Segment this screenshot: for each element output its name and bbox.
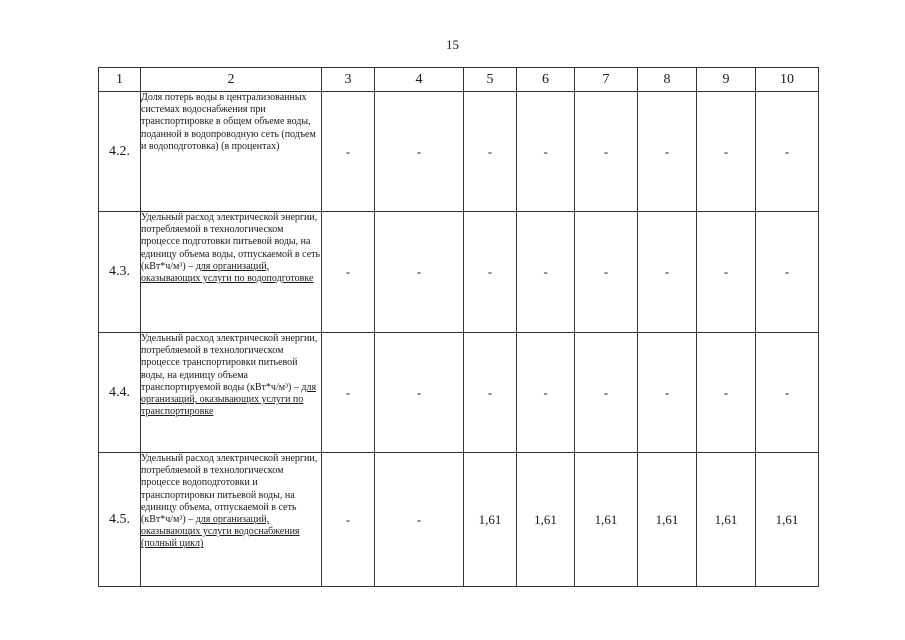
description-text: Удельный расход электрической энергии, потребляемой в технологическом процессе транспортировки питьевой воды, на единицу объема транспортируемой воды (кВт*ч/м³) –	[141, 333, 318, 393]
row-description	[141, 212, 322, 333]
value-cell: -	[575, 212, 638, 333]
value-cell: 1,61	[464, 453, 517, 587]
indicators-table	[98, 67, 819, 587]
table-row	[99, 333, 819, 453]
row-number: 4.2.	[99, 92, 141, 212]
value-cell: -	[575, 333, 638, 453]
row-number: 4.5.	[99, 453, 141, 587]
row-description	[141, 92, 322, 212]
value-cell: 1,61	[517, 453, 575, 587]
description-text: Удельный расход электрической энергии, потребляемой в технологическом процессе подготовки питьевой воды, на единицу объема воды, отпускаемой в сеть (кВт*ч/м³) –	[141, 212, 321, 272]
column-header-8: 8	[638, 68, 697, 92]
column-header-7: 7	[575, 68, 638, 92]
value-cell: -	[697, 92, 756, 212]
description-underlined: для организаций, оказывающих услуги по транспортировке	[141, 381, 317, 418]
description-text: Доля потерь воды в централизованных системах водоснабжения при транспортировке в общем объеме воды, поданной в водопроводную сеть (подъем и водоподготовка) (в процентах)	[141, 92, 316, 152]
value-cell: -	[375, 92, 464, 212]
value-cell: -	[756, 92, 819, 212]
value-cell: -	[375, 212, 464, 333]
value-cell: -	[375, 333, 464, 453]
column-header-3: 3	[322, 68, 375, 92]
value-cell: -	[322, 212, 375, 333]
column-header-6: 6	[517, 68, 575, 92]
value-cell: -	[638, 92, 697, 212]
description-text: Удельный расход электрической энергии, потребляемой в технологическом процессе водоподготовки и транспортировки питьевой воды, на единицу объема, отпускаемой в сеть (кВт*ч/м³) –	[141, 453, 318, 526]
value-cell: -	[575, 92, 638, 212]
value-cell: -	[517, 92, 575, 212]
description-underlined: для организаций, оказывающих услуги водоснабжения (полный цикл)	[141, 514, 300, 550]
value-cell: 1,61	[697, 453, 756, 587]
value-cell: -	[756, 333, 819, 453]
value-cell: -	[464, 92, 517, 212]
row-number: 4.4.	[99, 333, 141, 453]
value-cell: -	[638, 212, 697, 333]
column-header-1: 1	[99, 68, 141, 92]
row-description	[141, 453, 322, 587]
table-row	[99, 212, 819, 333]
value-cell: 1,61	[756, 453, 819, 587]
table-row	[99, 453, 819, 587]
column-header-4: 4	[375, 68, 464, 92]
row-description	[141, 333, 322, 453]
row-number: 4.3.	[99, 212, 141, 333]
value-cell: -	[517, 212, 575, 333]
column-header-10: 10	[756, 68, 819, 92]
value-cell: -	[322, 333, 375, 453]
value-cell: -	[322, 92, 375, 212]
column-header-2: 2	[141, 68, 322, 92]
description-underlined: для организаций, оказывающих услуги по водоподготовке	[141, 260, 314, 285]
value-cell: 1,61	[575, 453, 638, 587]
column-header-9: 9	[697, 68, 756, 92]
value-cell: -	[697, 212, 756, 333]
column-header-5: 5	[464, 68, 517, 92]
value-cell: -	[464, 212, 517, 333]
value-cell: -	[697, 333, 756, 453]
value-cell: 1,61	[638, 453, 697, 587]
table-row	[99, 92, 819, 212]
value-cell: -	[517, 333, 575, 453]
header-row	[99, 68, 819, 92]
value-cell: -	[322, 453, 375, 587]
value-cell: -	[375, 453, 464, 587]
value-cell: -	[756, 212, 819, 333]
value-cell: -	[638, 333, 697, 453]
page-number: 15	[446, 37, 459, 52]
value-cell: -	[464, 333, 517, 453]
